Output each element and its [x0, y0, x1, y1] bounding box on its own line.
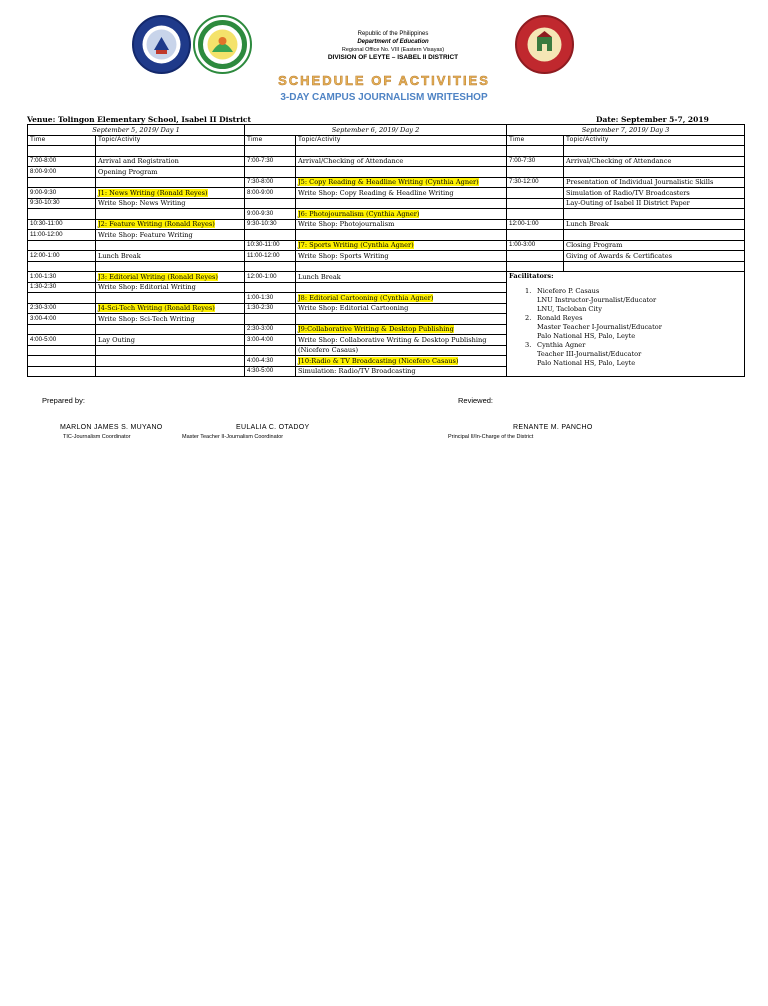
schedule-table	[27, 124, 745, 377]
activity-cell	[296, 209, 507, 220]
deped-seal	[132, 15, 191, 74]
activity-cell	[96, 261, 245, 272]
activity-cell: Lunch Break	[564, 219, 745, 230]
time-header: Time	[28, 135, 96, 146]
activity-cell	[296, 230, 507, 241]
activity-cell: (Nicefero Casaus)	[296, 345, 507, 356]
schedule-row	[28, 177, 745, 188]
time-cell: 9:30-10:30	[245, 219, 296, 230]
activity-cell	[564, 167, 745, 178]
schedule-row	[28, 156, 745, 167]
activity-cell	[96, 366, 245, 377]
prepared-label: Prepared by:	[42, 396, 85, 405]
activity-cell: Presentation of Individual Journalistic Skills	[564, 177, 745, 188]
activity-cell	[296, 167, 507, 178]
time-cell	[28, 261, 96, 272]
time-cell: 8:00-9:00	[28, 167, 96, 178]
letterhead	[318, 30, 468, 62]
preparer-2-name: EULALIA C. OTADOY	[236, 424, 310, 431]
session-highlight: J10:Radio & TV Broadcasting (Nicefero Casaus)	[298, 356, 459, 365]
time-cell: 9:30-10:30	[28, 198, 96, 209]
schedule-body	[28, 146, 745, 377]
time-cell: 3:00-4:00	[245, 335, 296, 346]
session-highlight: J3: Editorial Writing (Ronald Reyes)	[98, 272, 218, 281]
session-highlight: J4-Sci-Tech Writing (Ronald Reyes)	[98, 304, 215, 312]
time-header: Time	[507, 135, 564, 146]
time-cell	[28, 209, 96, 220]
time-cell: 12:00-1:00	[507, 219, 564, 230]
time-cell: 11:00-12:00	[245, 251, 296, 262]
reviewer-name: RENANTE M. PANCHO	[513, 424, 593, 431]
facilitator-item	[509, 314, 742, 341]
facilitator-number: 1.	[525, 287, 532, 295]
facilitator-number: 3.	[525, 341, 532, 349]
time-cell: 7:30-8:00	[245, 177, 296, 188]
time-cell	[245, 314, 296, 325]
activity-cell: Lay Outing	[96, 335, 245, 346]
session-highlight: J7: Sports Writing (Cynthia Agner)	[298, 241, 414, 249]
venue-text: Venue: Tolingon Elementary School, Isabel II District	[27, 115, 251, 124]
preparer-1-role: TIC-Journalism Coordinator	[63, 434, 131, 440]
activity-cell: Arrival/Checking of Attendance	[296, 156, 507, 167]
facilitator-detail: Master Teacher I-Journalist/Educator	[537, 323, 662, 331]
time-cell: 12:00-1:00	[28, 251, 96, 262]
activity-cell: Simulation of Radio/TV Broadcasters	[564, 188, 745, 199]
time-cell: 8:00-9:00	[245, 188, 296, 199]
activity-cell	[96, 272, 245, 283]
time-cell: 4:00-5:00	[28, 335, 96, 346]
time-cell	[507, 261, 564, 272]
time-cell: 9:00-9:30	[245, 209, 296, 220]
schedule-row	[28, 251, 745, 262]
preparer-1-name: MARLON JAMES S. MUYANO	[60, 424, 163, 431]
activity-cell	[564, 209, 745, 220]
time-cell: 1:00-1:30	[28, 272, 96, 283]
topic-header: Topic/Activity	[296, 135, 507, 146]
activity-cell	[96, 303, 245, 314]
time-cell: 1:30-2:30	[28, 282, 96, 293]
activity-cell: Write Shop: News Writing	[96, 198, 245, 209]
time-cell: 7:00-7:30	[507, 156, 564, 167]
facilitators-cell	[507, 272, 745, 377]
time-cell: 7:30-12:00	[507, 177, 564, 188]
reviewer-role: Principal II/In-Charge of the District	[448, 434, 534, 440]
schedule-row	[28, 272, 745, 283]
session-highlight: J2: Feature Writing (Ronald Reyes)	[98, 220, 215, 228]
facilitator-name: Nicefero P. Casaus	[537, 287, 600, 295]
page-title: SCHEDULE OF ACTIVITIES	[278, 73, 490, 88]
session-highlight: J8: Editorial Cartooning (Cynthia Agner)	[298, 293, 434, 302]
activity-cell	[296, 324, 507, 335]
activity-cell	[96, 209, 245, 220]
activity-cell	[96, 345, 245, 356]
facilitator-detail: LNU, Tacloban City	[537, 305, 602, 313]
activity-cell: Giving of Awards & Certificates	[564, 251, 745, 262]
schedule-row	[28, 219, 745, 230]
activity-cell	[296, 198, 507, 209]
activity-cell: Write Shop: Editorial Writing	[96, 282, 245, 293]
time-cell: 3:00-4:00	[28, 314, 96, 325]
time-cell	[507, 209, 564, 220]
time-cell	[28, 366, 96, 377]
facilitator-detail: Palo National HS, Palo, Leyte	[537, 359, 636, 367]
time-cell	[28, 324, 96, 335]
facilitator-detail: Palo National HS, Palo, Leyte	[537, 332, 636, 340]
activity-cell: Lay-Outing of Isabel II District Paper	[564, 198, 745, 209]
time-cell: 2:30-3:00	[28, 303, 96, 314]
preparer-2-role: Master Teacher II-Journalism Coordinator	[182, 434, 284, 440]
time-cell: 2:30-3:00	[245, 324, 296, 335]
time-cell	[507, 188, 564, 199]
activity-cell: Lunch Break	[296, 272, 507, 283]
activity-cell	[564, 261, 745, 272]
activity-cell	[296, 177, 507, 188]
schedule-row	[28, 230, 745, 241]
activity-cell: Write Shop: Collaborative Writing & Desktop Publishing	[296, 335, 507, 346]
time-cell: 11:00-12:00	[28, 230, 96, 241]
activity-cell	[96, 324, 245, 335]
activity-cell	[96, 240, 245, 251]
date-text: Date: September 5-7, 2019	[596, 115, 709, 124]
activity-cell: Write Shop: Editorial Cartooning	[296, 303, 507, 314]
time-cell: 10:30-11:00	[28, 219, 96, 230]
schedule-row	[28, 198, 745, 209]
time-cell	[507, 251, 564, 262]
day2-header: September 6, 2019/ Day 2	[245, 125, 507, 136]
time-cell: 1:00-1:30	[245, 293, 296, 304]
topic-header: Topic/Activity	[564, 135, 745, 146]
time-header: Time	[245, 135, 296, 146]
activity-cell	[96, 188, 245, 199]
time-cell	[28, 177, 96, 188]
time-cell: 12:00-1:00	[245, 272, 296, 283]
facilitators-list	[509, 287, 742, 368]
activity-cell	[564, 230, 745, 241]
time-cell	[28, 240, 96, 251]
session-highlight: J5: Copy Reading & Headline Writing (Cynthia Agner)	[298, 178, 479, 186]
reviewed-label: Reviewed:	[458, 396, 494, 405]
activity-cell: Write Shop: Photojournalism	[296, 219, 507, 230]
time-cell	[245, 167, 296, 178]
activity-cell	[96, 219, 245, 230]
school-seal	[515, 15, 574, 74]
page-subtitle: 3-DAY CAMPUS JOURNALISM WRITESHOP	[280, 92, 488, 103]
activity-cell	[96, 177, 245, 188]
day1-header: September 5, 2019/ Day 1	[28, 125, 245, 136]
time-cell: 7:00-7:30	[245, 156, 296, 167]
activity-cell: Opening Program	[96, 167, 245, 178]
session-highlight: J6: Photojournalism (Cynthia Agner)	[298, 209, 420, 218]
schedule-row	[28, 240, 745, 251]
day-header-row	[28, 125, 745, 136]
region-text: Regional Office No. VIII (Eastern Visayas)	[341, 47, 445, 53]
time-cell	[507, 167, 564, 178]
time-cell	[245, 261, 296, 272]
department-text: Department of Education	[357, 39, 429, 45]
facilitator-detail: Teacher III-Journalist/Educator	[537, 350, 642, 358]
spacer-row	[28, 146, 745, 157]
activity-cell: Arrival/Checking of Attendance	[564, 156, 745, 167]
facilitators-label: Facilitators:	[509, 272, 554, 280]
time-cell	[245, 198, 296, 209]
time-cell: 7:00-8:00	[28, 156, 96, 167]
time-cell	[245, 345, 296, 356]
time-cell	[28, 293, 96, 304]
column-header-row	[28, 135, 745, 146]
facilitator-number: 2.	[525, 314, 532, 322]
activity-cell	[296, 261, 507, 272]
activity-cell: Write Shop: Feature Writing	[96, 230, 245, 241]
division-leyte-seal	[193, 15, 252, 74]
activity-cell	[296, 356, 507, 367]
activity-cell: Closing Program	[564, 240, 745, 251]
time-cell: 10:30-11:00	[245, 240, 296, 251]
facilitator-item	[509, 287, 742, 314]
day3-header: September 7, 2019/ Day 3	[507, 125, 745, 136]
session-highlight: J1: News Writing (Ronald Reyes)	[98, 188, 208, 197]
activity-cell	[296, 314, 507, 325]
time-cell: 4:00-4:30	[245, 356, 296, 367]
activity-cell	[96, 356, 245, 367]
time-cell	[245, 282, 296, 293]
time-cell: 4:30-5:00	[245, 366, 296, 377]
time-cell: 1:30-2:30	[245, 303, 296, 314]
activity-cell	[296, 282, 507, 293]
activity-cell: Write Shop: Sci-Tech Writing	[96, 314, 245, 325]
republic-text: Republic of the Philippines	[357, 31, 429, 37]
schedule-row	[28, 209, 745, 220]
time-cell	[507, 198, 564, 209]
activity-cell: Write Shop: Sports Writing	[296, 251, 507, 262]
division-text: DIVISION OF LEYTE – ISABEL II DISTRICT	[327, 54, 459, 61]
session-highlight: J9:Collaborative Writing & Desktop Publishing	[298, 325, 454, 333]
schedule-row	[28, 188, 745, 199]
activity-cell	[296, 240, 507, 251]
activity-cell	[96, 293, 245, 304]
time-cell: 1:00-3:00	[507, 240, 564, 251]
time-cell	[245, 230, 296, 241]
activity-cell	[296, 293, 507, 304]
time-cell	[28, 356, 96, 367]
schedule-row	[28, 261, 745, 272]
time-cell	[507, 230, 564, 241]
facilitator-detail: LNU Instructor-Journalist/Educator	[537, 296, 657, 304]
facilitator-item	[509, 341, 742, 368]
schedule-row	[28, 167, 745, 178]
facilitator-name: Cynthia Agner	[537, 341, 586, 349]
time-cell: 9:00-9:30	[28, 188, 96, 199]
time-cell	[28, 345, 96, 356]
facilitator-name: Ronald Reyes	[537, 314, 583, 322]
topic-header: Topic/Activity	[96, 135, 245, 146]
activity-cell: Arrival and Registration	[96, 156, 245, 167]
activity-cell: Lunch Break	[96, 251, 245, 262]
activity-cell: Simulation: Radio/TV Broadcasting	[296, 366, 507, 377]
activity-cell: Write Shop: Copy Reading & Headline Writing	[296, 188, 507, 199]
